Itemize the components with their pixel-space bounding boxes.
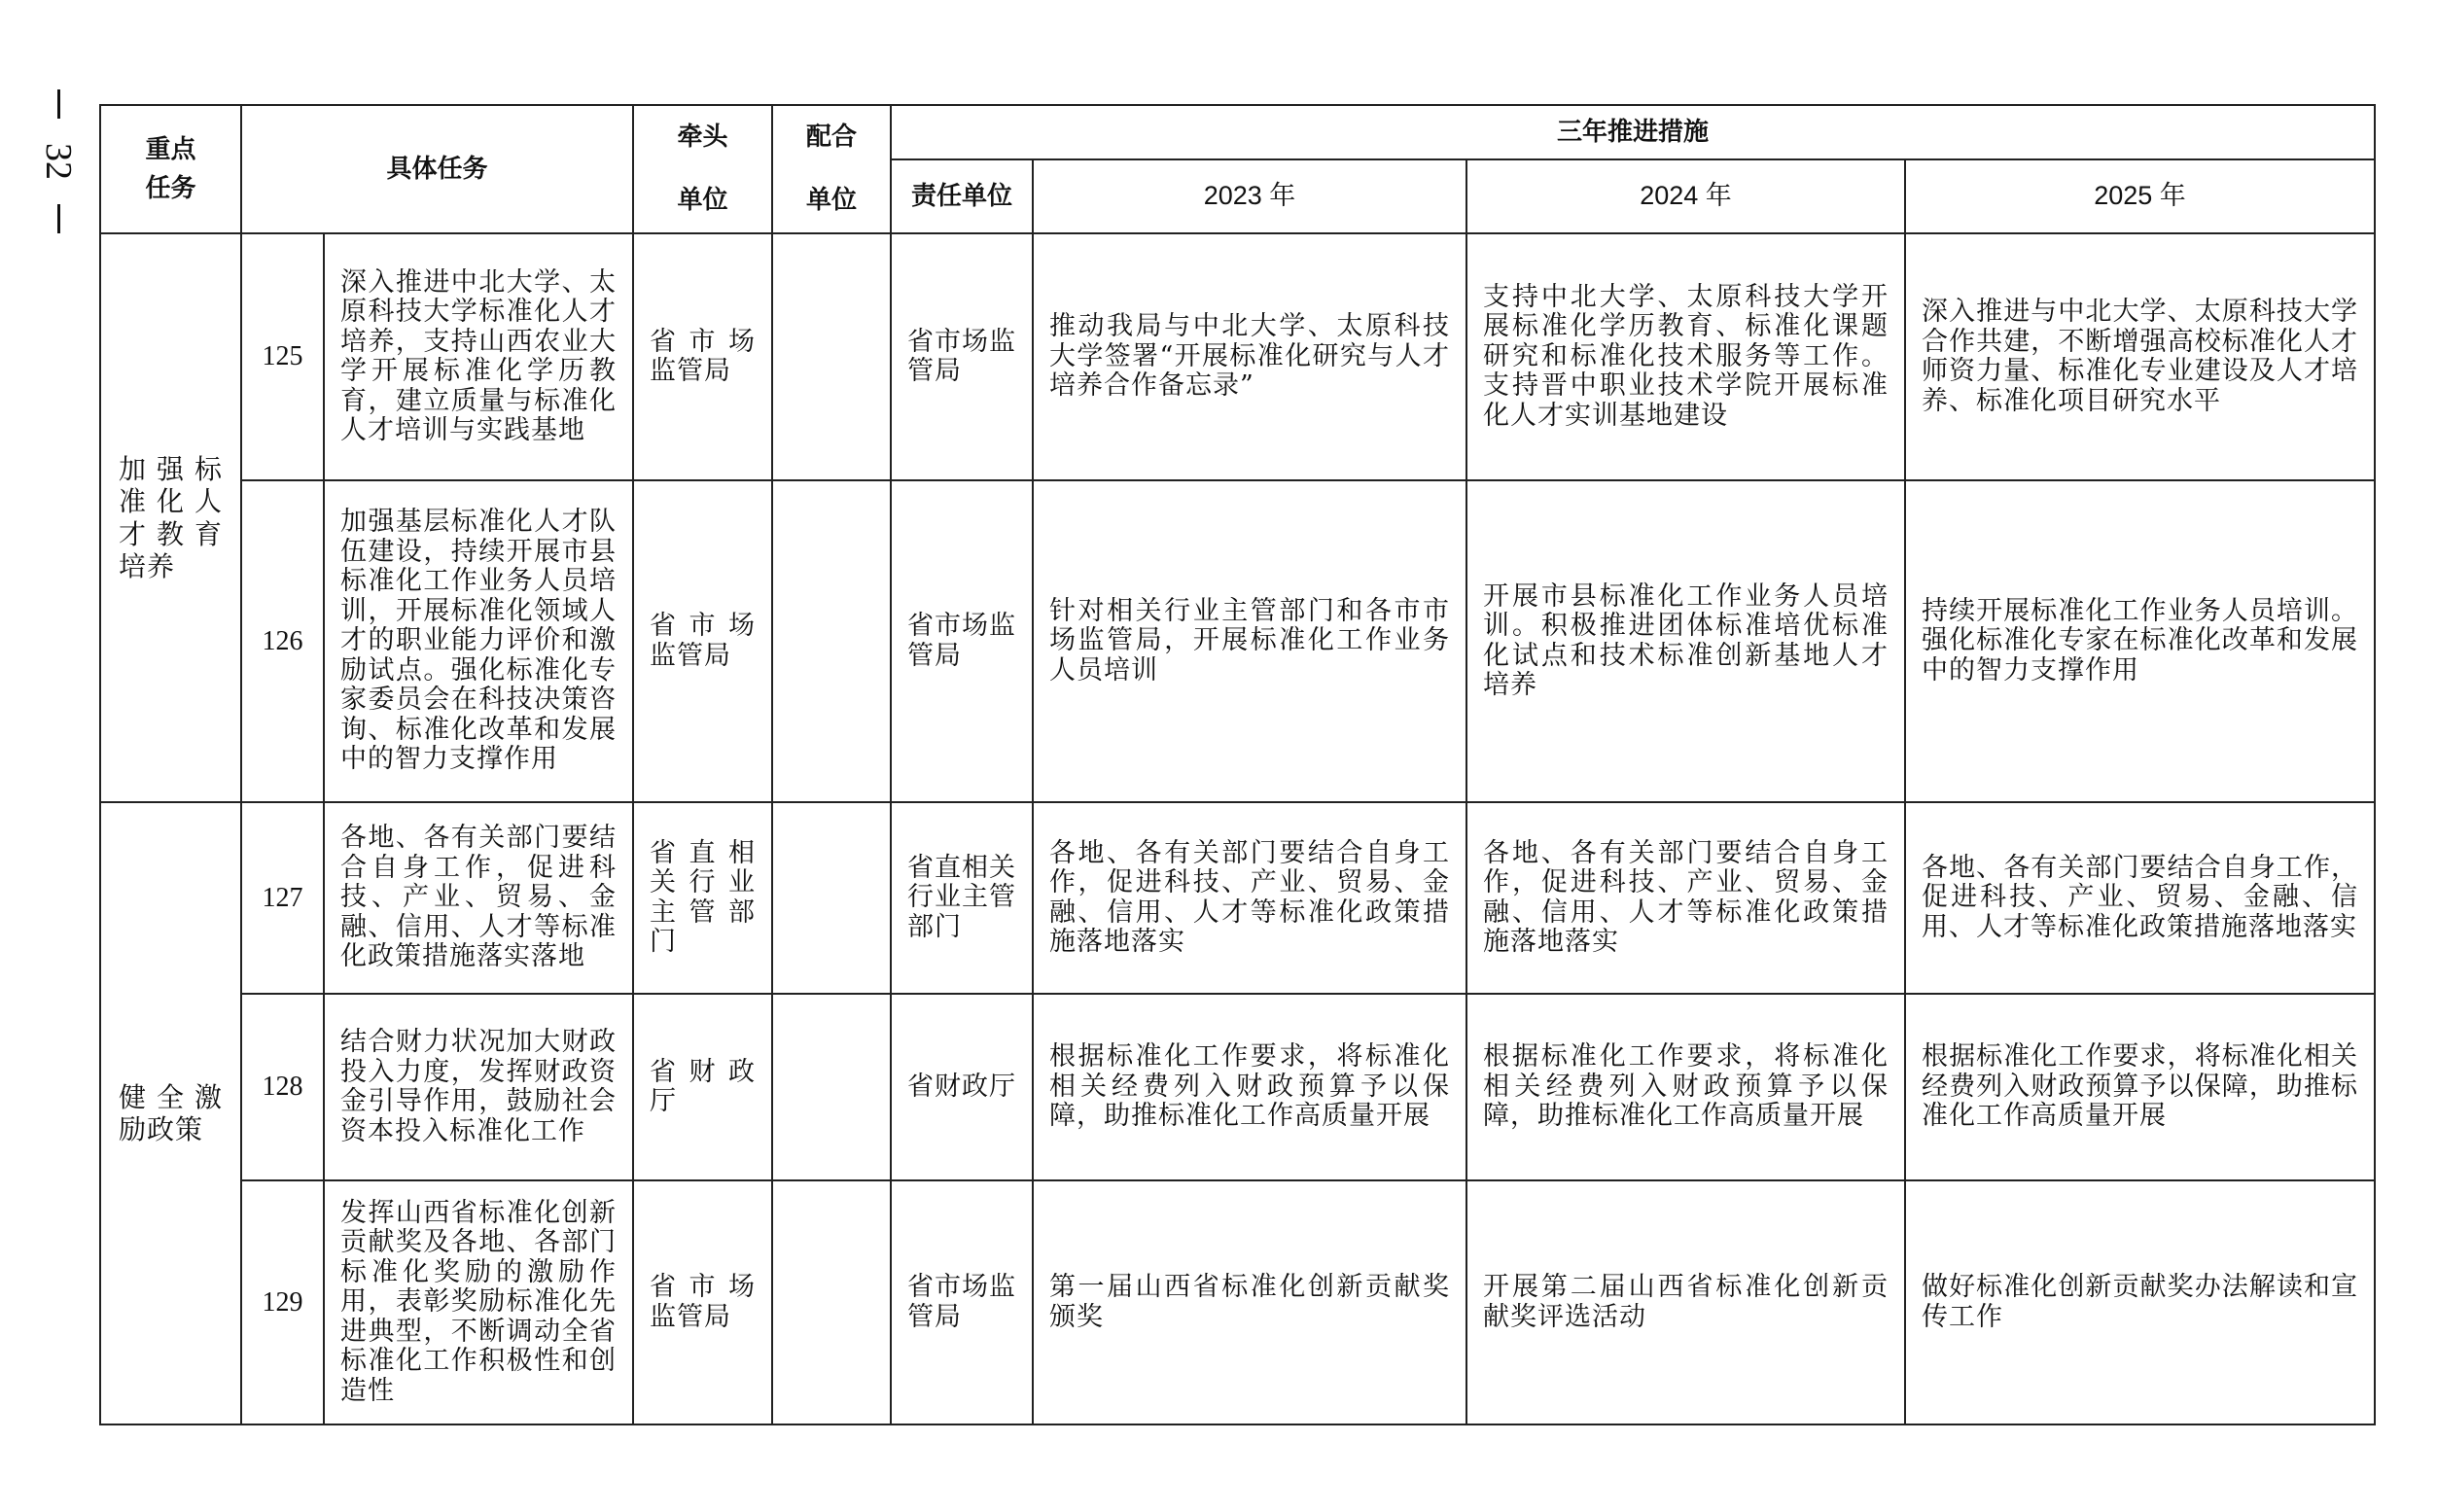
group-cell [100,802,241,1424]
header-key-task-text: 重点任务 [145,134,196,203]
coop-unit-cell [772,480,891,802]
measure-2023-cell [1033,994,1466,1180]
measure-2024-text: 支持中北大学、太原科技大学开展标准化学历教育、标准化课题研究和标准化技术服务等工作。支持晋中职业技术学院开展标准化人才实训基地建设 [1483,281,1890,431]
measure-2024-text: 根据标准化工作要求，将标准化相关经费列入财政预算予以保障，助推标准化工作高质量开展 [1483,1041,1890,1132]
row-number: 125 [241,233,324,480]
page-number [39,89,78,284]
task-cell [324,480,633,802]
measure-2024-cell [1466,1180,1905,1424]
measure-2023-cell [1033,233,1466,480]
task-text: 加强基层标准化人才队伍建设，持续开展市县标准化工作业务人员培训，开展标准化领域人才的职业能力评价和激励试点。强化标准化专家委员会在科技决策咨询、标准化改革和发展中的智力支撑作用 [340,507,618,775]
lead-unit-text: 省市场监管局 [650,1272,757,1332]
page-number-bottom-dash [57,204,60,233]
responsible-unit-text: 省市场监管局 [907,611,1017,671]
header-year-2023: 2023 年 [1033,159,1466,233]
lead-unit-text: 省财政厅 [650,1056,757,1116]
measure-2025-text: 持续开展标准化工作业务人员培训。强化标准化专家在标准化改革和发展中的智力支撑作用 [1922,595,2359,686]
group-name: 加强标准化人才教育培养 [119,453,223,582]
measure-2023-text: 根据标准化工作要求，将标准化相关经费列入财政预算予以保障，助推标准化工作高质量开展 [1049,1041,1451,1132]
measure-2025-text: 各地、各有关部门要结合自身工作，促进科技、产业、贸易、金融、信用、人才等标准化政策措施落地落实 [1922,852,2359,942]
measure-2025-text: 根据标准化工作要求，将标准化相关经费列入财政预算予以保障，助推标准化工作高质量开展 [1922,1041,2359,1132]
measure-2024-cell [1466,802,1905,994]
measure-2024-cell [1466,480,1905,802]
task-text: 发挥山西省标准化创新贡献奖及各地、各部门标准化奖励的激励作用，表彰奖励标准化先进典型，不断调动全省标准化工作积极性和创造性 [340,1197,618,1406]
measure-2024-cell [1466,994,1905,1180]
responsible-unit-cell [891,233,1033,480]
header-year-2024: 2024 年 [1466,159,1905,233]
table-row [100,994,2375,1180]
measure-2025-cell [1905,802,2375,994]
task-cell [324,802,633,994]
measure-2023-text: 推动我局与中北大学、太原科技大学签署“开展标准化研究与人才培养合作备忘录” [1049,311,1451,402]
task-text: 深入推进中北大学、太原科技大学标准化人才培养，支持山西农业大学开展标准化学历教育，建立质量与标准化人才培训与实践基地 [340,266,618,445]
lead-unit-cell [633,994,772,1180]
task-text: 结合财力状况加大财政投入力度，发挥财政资金引导作用，鼓励社会资本投入标准化工作 [340,1027,618,1146]
measure-2025-cell [1905,233,2375,480]
row-number: 126 [241,480,324,802]
measure-2025-text: 深入推进与中北大学、太原科技大学合作共建，不断增强高校标准化人才师资力量、标准化专业建设及人才培养、标准化项目研究水平 [1922,297,2359,416]
measure-2023-cell [1033,1180,1466,1424]
lead-unit-cell [633,480,772,802]
measure-2025-cell [1905,480,2375,802]
table-row [100,1180,2375,1424]
responsible-unit-text: 省财政厅 [907,1071,1017,1102]
lead-unit-text: 省市场监管局 [650,326,757,386]
row-number: 127 [241,802,324,994]
task-cell [324,233,633,480]
measure-2024-cell [1466,233,1905,480]
header-cooperating-unit-text: 配合单位 [806,123,858,215]
responsible-unit-text: 省市场监管局 [907,1272,1017,1332]
group-cell [100,233,241,802]
responsible-unit-cell [891,994,1033,1180]
measure-2023-cell [1033,480,1466,802]
header-specific-task: 具体任务 [241,105,633,233]
table-row [100,233,2375,480]
header-lead-unit-text: 牵头单位 [677,123,728,215]
group-name: 健全激励政策 [119,1080,223,1145]
lead-unit-cell [633,233,772,480]
responsible-unit-cell [891,1180,1033,1424]
coop-unit-cell [772,233,891,480]
measure-2025-text: 做好标准化创新贡献奖办法解读和宣传工作 [1922,1272,2359,1332]
lead-unit-text: 省市场监管局 [650,611,757,671]
table-row [100,802,2375,994]
responsible-unit-text: 省直相关行业主管部门 [907,852,1017,942]
measure-2023-text: 各地、各有关部门要结合自身工作，促进科技、产业、贸易、金融、信用、人才等标准化政策措施落地落实 [1049,837,1451,957]
measure-2023-text: 针对相关行业主管部门和各市市场监管局，开展标准化工作业务人员培训 [1049,595,1451,686]
measure-2025-cell [1905,1180,2375,1424]
row-number: 128 [241,994,324,1180]
measure-2023-cell [1033,802,1466,994]
header-cooperating-unit [772,105,891,233]
task-cell [324,994,633,1180]
lead-unit-text: 省直相关行业主管部门 [650,837,757,957]
task-cell [324,1180,633,1424]
header-responsible-unit: 责任单位 [891,159,1033,233]
table-row [100,480,2375,802]
task-text: 各地、各有关部门要结合自身工作，促进科技、产业、贸易、金融、信用、人才等标准化政策措施落实落地 [340,823,618,972]
measures-table [99,104,2376,1425]
measure-2025-cell [1905,994,2375,1180]
lead-unit-cell [633,1180,772,1424]
measure-2024-text: 开展第二届山西省标准化创新贡献奖评选活动 [1483,1272,1890,1332]
responsible-unit-cell [891,480,1033,802]
page-number-text: 32 [38,143,79,180]
measure-2023-text: 第一届山西省标准化创新贡献奖颁奖 [1049,1272,1451,1332]
measure-2024-text: 各地、各有关部门要结合自身工作，促进科技、产业、贸易、金融、信用、人才等标准化政策措施落地落实 [1483,837,1890,957]
responsible-unit-cell [891,802,1033,994]
coop-unit-cell [772,1180,891,1424]
header-key-task [100,105,241,233]
responsible-unit-text: 省市场监管局 [907,326,1017,386]
coop-unit-cell [772,994,891,1180]
coop-unit-cell [772,802,891,994]
row-number: 129 [241,1180,324,1424]
page-number-top-dash [57,89,60,119]
header-lead-unit [633,105,772,233]
header-three-year-measures: 三年推进措施 [891,105,2375,159]
header-year-2025: 2025 年 [1905,159,2375,233]
lead-unit-cell [633,802,772,994]
measure-2024-text: 开展市县标准化工作业务人员培训。积极推进团体标准培优标准化试点和技术标准创新基地人才培养 [1483,580,1890,700]
